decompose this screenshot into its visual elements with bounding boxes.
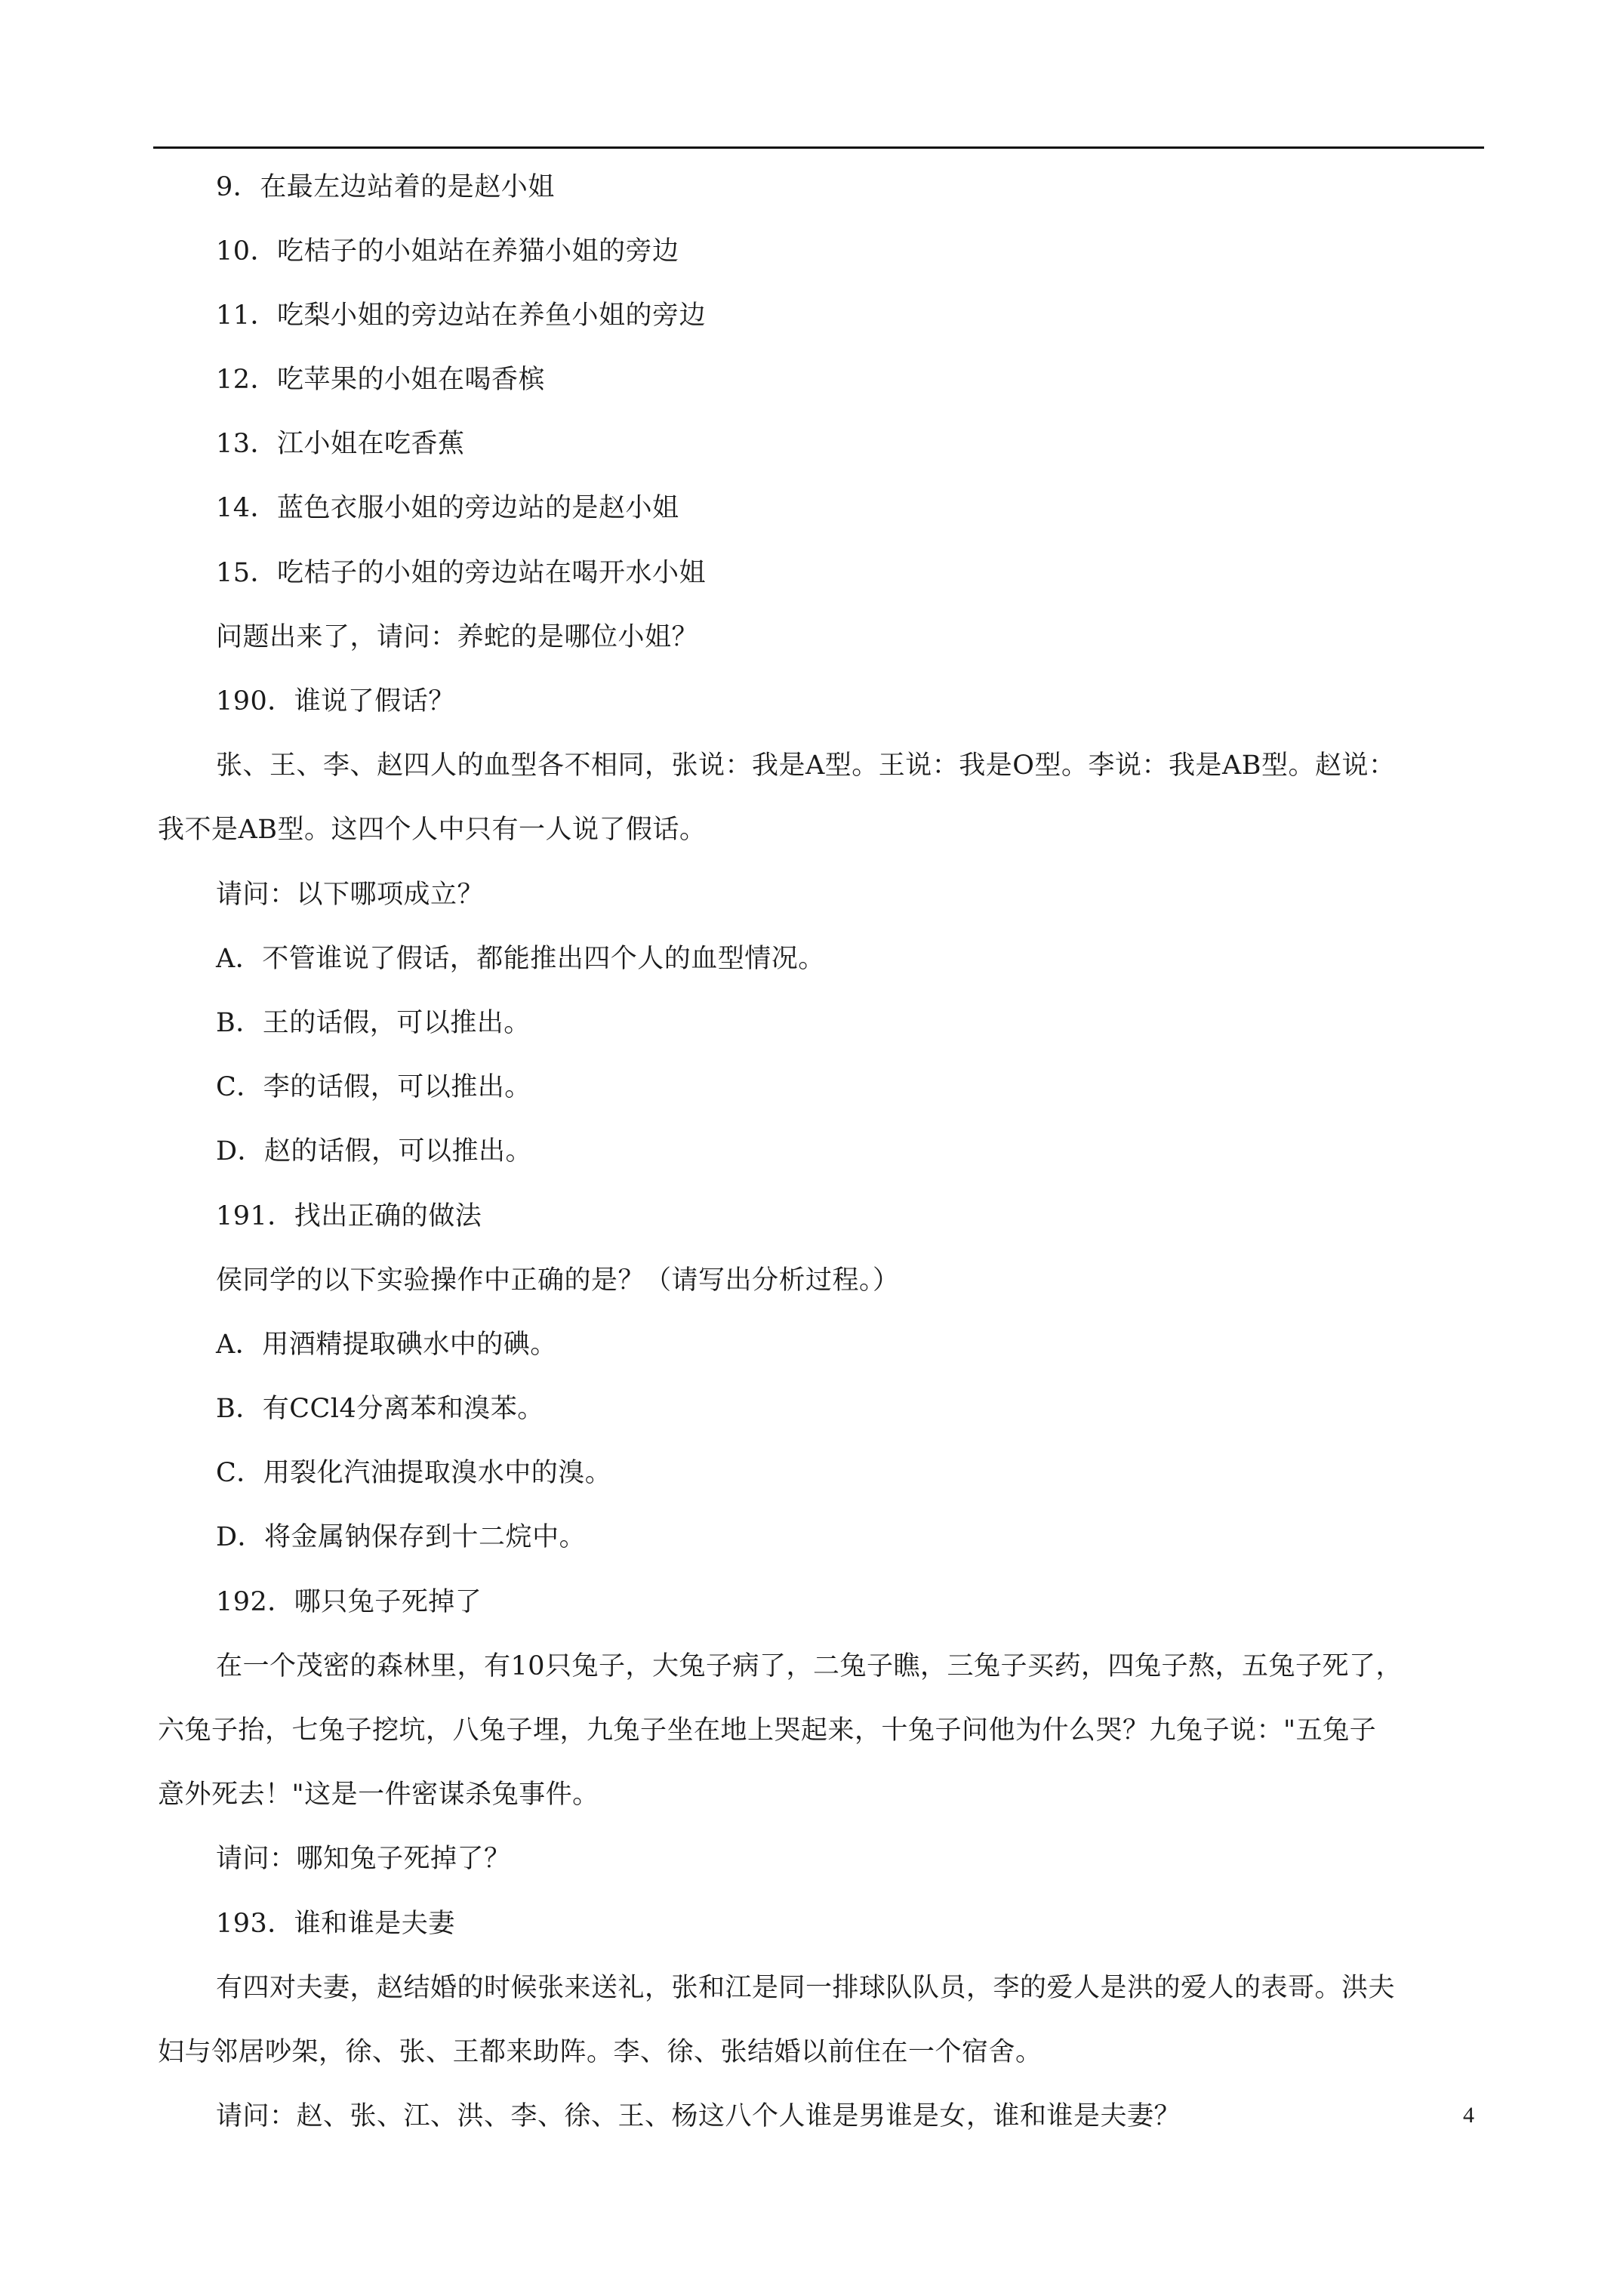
text-line: 侯同学的以下实验操作中正确的是？（请写出分析过程。）	[216, 1265, 900, 1296]
page-number: 4	[1463, 2103, 1474, 2128]
answer-option: B．有CCl4分离苯和溴苯。	[216, 1394, 544, 1424]
text-line: 有四对夫妻，赵结婚的时候张来送礼，张和江是同一排球队队员，李的爱人是洪的爱人的表哥。洪夫	[216, 1973, 1396, 2003]
text-line: 请问：哪知兔子死掉了？	[216, 1844, 511, 1874]
text-line: 13．江小姐在吃香蕉	[216, 429, 465, 459]
answer-option: C．李的话假，可以推出。	[216, 1072, 531, 1102]
answer-option: D．赵的话假，可以推出。	[216, 1136, 533, 1166]
text-line: 14．蓝色衣服小姐的旁边站的是赵小姐	[216, 493, 679, 523]
text-line: 我不是AB型。这四个人中只有一人说了假话。	[158, 815, 707, 845]
question-heading: 191．找出正确的做法	[216, 1201, 482, 1231]
question-heading: 190．谁说了假话？	[216, 686, 455, 717]
text-line: 问题出来了，请问：养蛇的是哪位小姐？	[216, 622, 699, 652]
header-rule	[153, 146, 1484, 149]
answer-option: B．王的话假，可以推出。	[216, 1008, 531, 1038]
text-line: 意外死去！"这是一件密谋杀兔事件。	[158, 1780, 599, 1810]
text-line: 10．吃桔子的小姐站在养猫小姐的旁边	[216, 236, 679, 267]
question-heading: 193．谁和谁是夫妻	[216, 1909, 455, 1939]
text-line: 请问：赵、张、江、洪、李、徐、王、杨这八个人谁是男谁是女，谁和谁是夫妻？	[216, 2101, 1181, 2131]
text-line: 11．吃梨小姐的旁边站在养鱼小姐的旁边	[216, 300, 707, 331]
text-line: 张、王、李、赵四人的血型各不相同，张说：我是A型。王说：我是O型。李说：我是AB型。赵说：	[216, 750, 1396, 781]
text-line: 六兔子抬，七兔子挖坑，八兔子埋，九兔子坐在地上哭起来，十兔子问他为什么哭？九兔子说："五兔子	[158, 1715, 1377, 1746]
answer-option: A．不管谁说了假话，都能推出四个人的血型情况。	[216, 944, 825, 974]
answer-option: A．用酒精提取碘水中的碘。	[216, 1330, 557, 1360]
text-line: 请问：以下哪项成立？	[216, 880, 485, 910]
text-line: 12．吃苹果的小姐在喝香槟	[216, 365, 546, 395]
text-line: 妇与邻居吵架，徐、张、王都来助阵。李、徐、张结婚以前住在一个宿舍。	[158, 2037, 1042, 2067]
text-line: 9．在最左边站着的是赵小姐	[216, 172, 555, 202]
question-heading: 192．哪只兔子死掉了	[216, 1587, 482, 1617]
text-line: 在一个茂密的森林里，有10只兔子，大兔子病了，二兔子瞧，三兔子买药，四兔子熬，五兔子死了，	[216, 1651, 1403, 1681]
answer-option: D．将金属钠保存到十二烷中。	[216, 1522, 587, 1552]
answer-option: C．用裂化汽油提取溴水中的溴。	[216, 1458, 612, 1488]
text-line: 15．吃桔子的小姐的旁边站在喝开水小姐	[216, 558, 707, 588]
